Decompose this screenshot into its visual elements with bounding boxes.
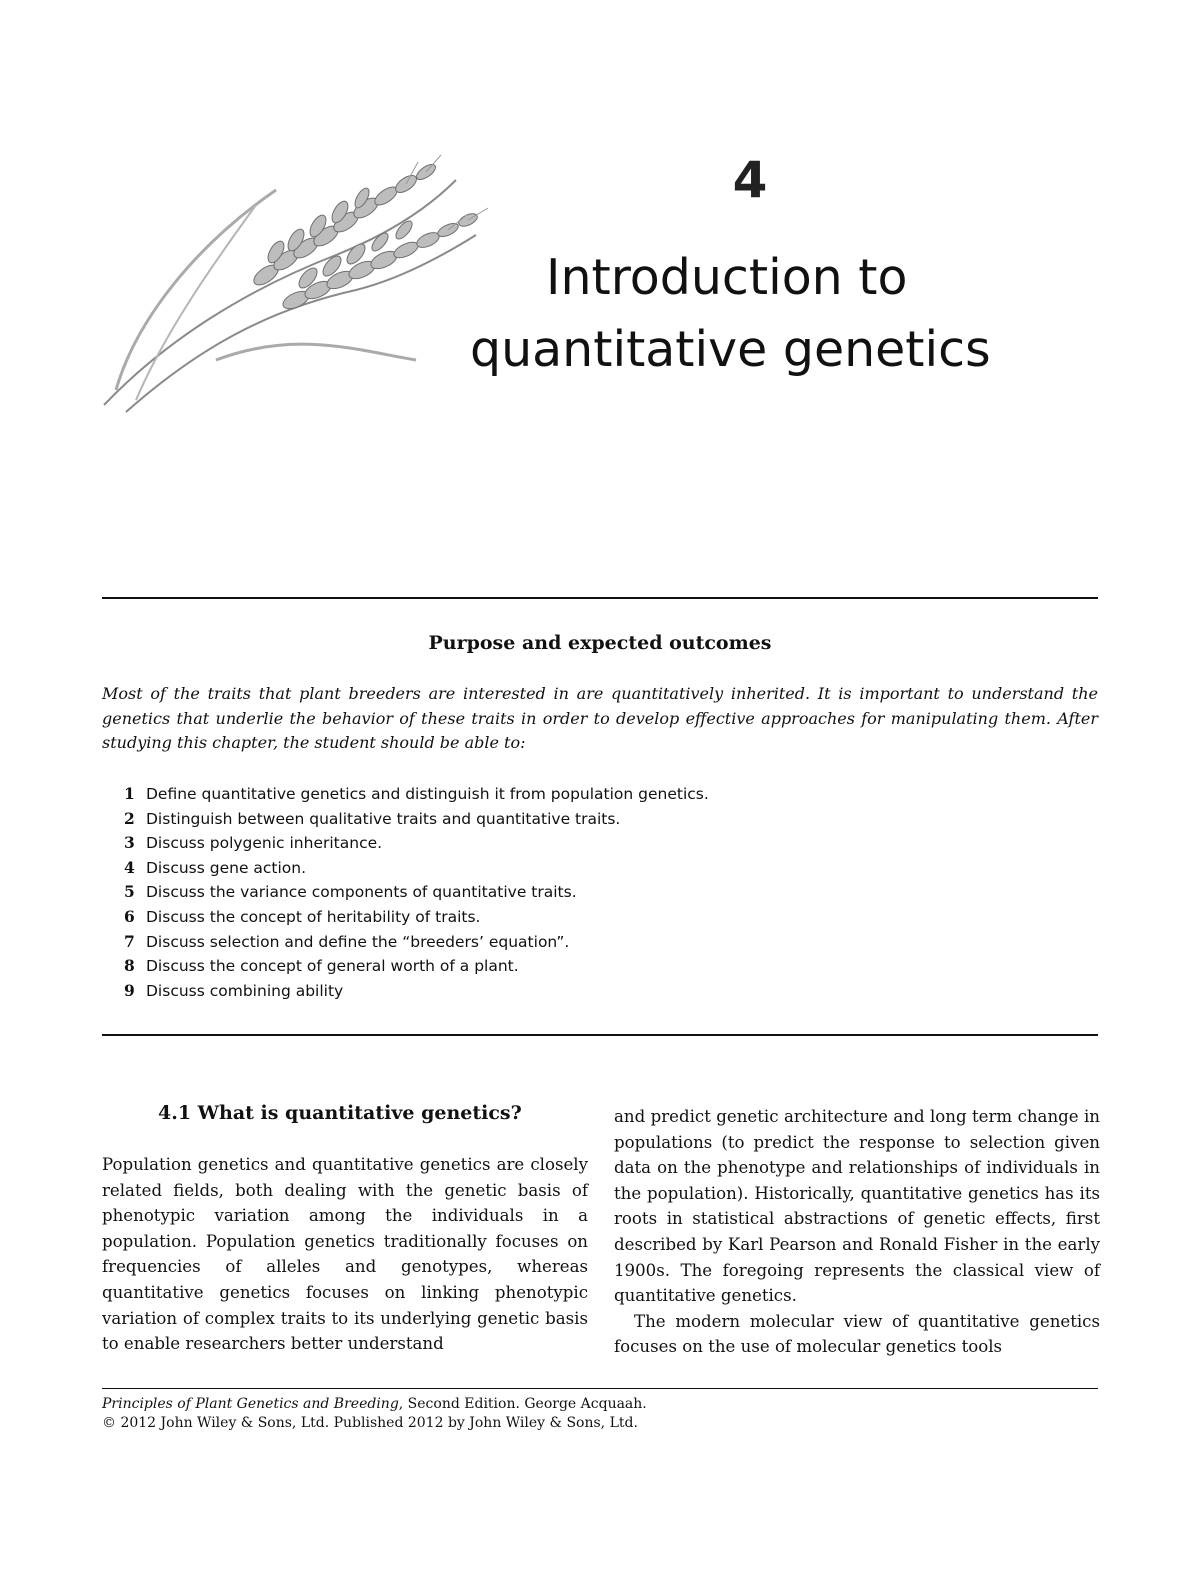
outcomes-list xyxy=(124,782,709,1003)
outcome-text: Distinguish between qualitative traits and quantitative traits. xyxy=(146,809,621,828)
outcome-number: 2 xyxy=(124,808,135,828)
wheat-illustration xyxy=(96,150,516,430)
outcome-text: Define quantitative genetics and distinguish it from population genetics. xyxy=(146,785,709,803)
outcome-text: Discuss combining ability xyxy=(146,981,344,1000)
right-paragraph-2: The modern molecular view of quantitative genetics focuses on the use of molecular genetics tools xyxy=(614,1311,1100,1357)
outcome-item xyxy=(124,930,709,955)
footer-copyright: © 2012 John Wiley & Sons, Ltd. Published 2012 by John Wiley & Sons, Ltd. xyxy=(102,1415,638,1431)
footer-citation xyxy=(102,1395,647,1414)
right-column xyxy=(614,1104,1100,1360)
outcome-number: 4 xyxy=(124,857,135,877)
outcome-text: Discuss selection and define the “breeders’ equation”. xyxy=(146,932,570,951)
outcome-item xyxy=(124,807,709,832)
footer xyxy=(102,1395,647,1433)
outcome-item xyxy=(124,905,709,930)
box-top-rule xyxy=(102,597,1098,599)
purpose-intro: Most of the traits that plant breeders are interested in are quantitatively inherited. It is important to understand the genetics that underlie the behavior of these traits in order to develop effective approaches for manipulating them. After studying this chapter, the student should be able to: xyxy=(102,684,1098,752)
right-paragraph-1: and predict genetic architecture and long term change in populations (to predict the response to selection given data on the phenotype and relationships of individuals in the population). Historically, quantitative genetics has its roots in statistical abstractions of genetic effects, first described by Karl Pearson and Ronald Fisher in the early 1900s. The foregoing represents the classical view of quantitative genetics. xyxy=(614,1107,1100,1306)
outcome-number: 5 xyxy=(124,882,135,902)
outcome-item xyxy=(124,856,709,881)
outcome-text: Discuss the concept of general worth of a plant. xyxy=(146,957,519,976)
outcome-text: Discuss gene action. xyxy=(146,858,307,877)
footer-rule xyxy=(102,1388,1098,1389)
left-column xyxy=(102,1152,588,1357)
chapter-title-line1: Introduction to xyxy=(546,249,908,306)
outcome-item xyxy=(124,880,709,905)
outcome-item xyxy=(124,831,709,856)
left-paragraph: Population genetics and quantitative genetics are closely related fields, both dealing with the genetic basis of phenotypic variation among the individuals in a population. Population genetics traditionally focuses on frequencies of alleles and genotypes, whereas quantitative genetics focuses on linking phenotypic variation of complex traits to its underlying genetic basis to enable researchers better understand xyxy=(102,1155,588,1354)
outcome-number: 7 xyxy=(124,931,135,951)
footer-book-title: Principles of Plant Genetics and Breeding xyxy=(102,1396,399,1412)
outcome-number: 8 xyxy=(124,956,135,976)
outcome-number: 3 xyxy=(124,833,135,853)
chapter-number: 4 xyxy=(732,151,768,209)
footer-edition: , Second Edition. George Acquaah. xyxy=(398,1396,647,1412)
outcome-item xyxy=(124,782,709,807)
box-bottom-rule xyxy=(102,1034,1098,1036)
chapter-title-line2: quantitative genetics xyxy=(470,321,991,378)
outcome-number: 9 xyxy=(124,980,135,1000)
outcome-item xyxy=(124,979,709,1004)
section-heading: 4.1 What is quantitative genetics? xyxy=(158,1102,522,1124)
outcome-text: Discuss polygenic inheritance. xyxy=(146,834,383,853)
purpose-heading: Purpose and expected outcomes xyxy=(428,632,772,654)
outcome-text: Discuss the concept of heritability of traits. xyxy=(146,907,481,926)
outcome-item xyxy=(124,954,709,979)
outcome-text: Discuss the variance components of quantitative traits. xyxy=(146,883,577,902)
outcome-number: 6 xyxy=(124,906,135,926)
outcome-number: 1 xyxy=(124,784,135,803)
